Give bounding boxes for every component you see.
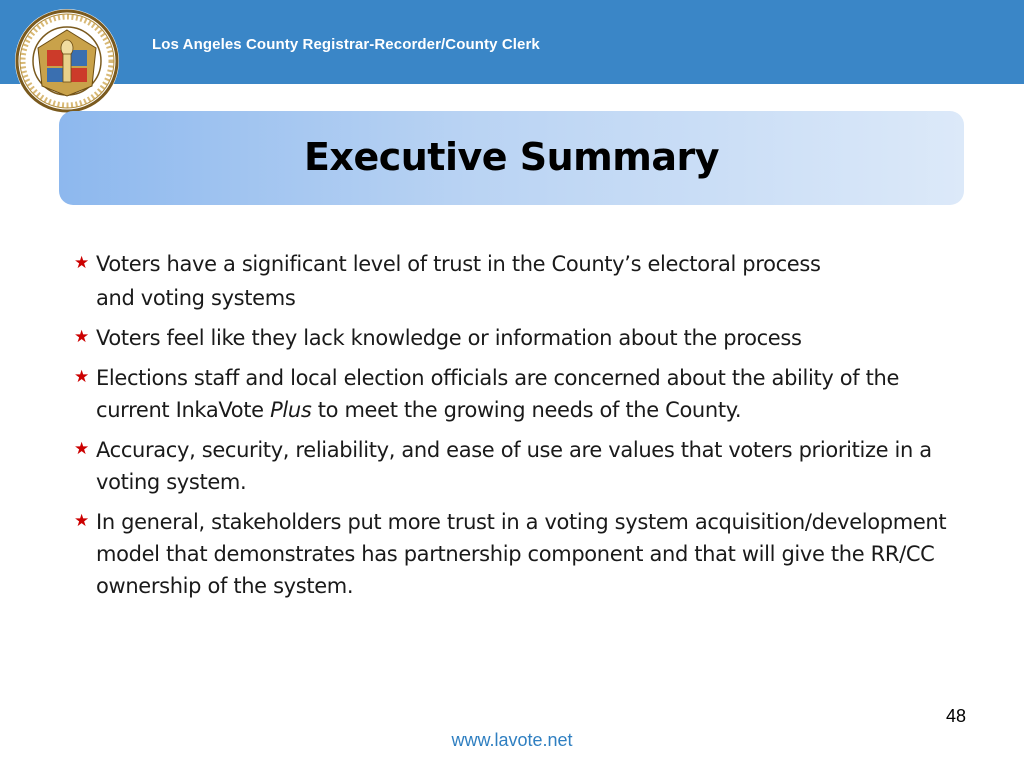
- page-number: 48: [945, 706, 966, 726]
- bullet-text-line2: and voting systems: [96, 286, 296, 310]
- bullet-text-line1: Voters have a significant level of trust in the County’s electoral process: [96, 252, 821, 276]
- bullet-list: [74, 248, 954, 602]
- county-seal-icon: [14, 8, 120, 114]
- slide-title: Executive Summary: [303, 135, 720, 179]
- red-star-icon: ★: [74, 439, 89, 459]
- header-title: Los Angeles County Registrar-Recorder/County Clerk: [152, 36, 540, 53]
- website-link[interactable]: www.lavote.net: [451, 730, 573, 750]
- bullet-text: Accuracy, security, reliability, and ease of use are values that voters prioritize in a voting system.: [96, 438, 932, 494]
- bullet-item-knowledge: [74, 322, 954, 354]
- bullet-item-inkavote: [74, 362, 954, 426]
- red-star-icon: ★: [74, 327, 89, 347]
- bullet-text: In general, stakeholders put more trust in a voting system acquisition/development model that demonstrates has partnership component and that will give the RR/CC ownership of the system.: [96, 510, 947, 598]
- red-star-icon: ★: [74, 253, 89, 273]
- header-bar: [0, 0, 1024, 84]
- bullet-item-stakeholders: [74, 506, 954, 602]
- red-star-icon: ★: [74, 511, 89, 531]
- bullet-text-before: Elections staff and local election officials are concerned about the ability of the current InkaVote: [96, 366, 900, 422]
- bullet-text-after: to meet the growing needs of the County.: [311, 398, 742, 422]
- red-star-icon: ★: [74, 367, 89, 387]
- bullet-item-values: [74, 434, 954, 498]
- bullet-text: Voters feel like they lack knowledge or information about the process: [96, 326, 802, 350]
- bullet-text-italic: Plus: [270, 398, 312, 422]
- title-banner: [59, 111, 964, 205]
- bullet-item-trust: [74, 248, 954, 314]
